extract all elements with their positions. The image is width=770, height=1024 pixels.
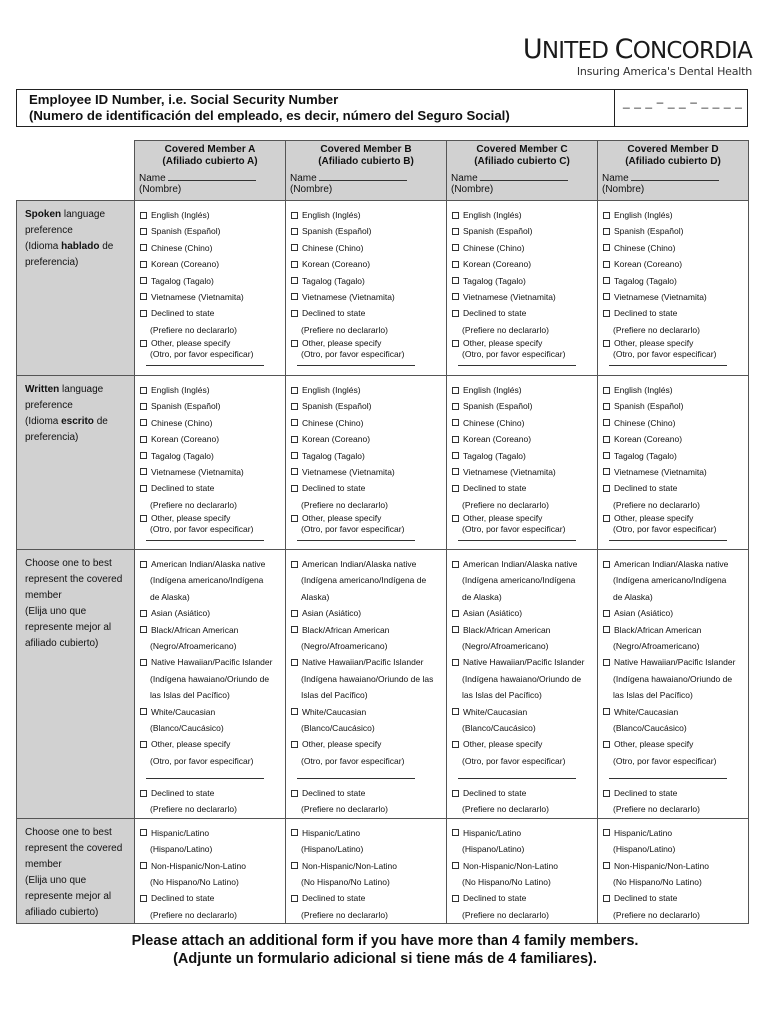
written-a-korean-checkbox[interactable]: Korean (Coreano) [140,431,285,447]
ethnicity-row [17,818,749,923]
race-c-other-checkbox[interactable]: Other, please specify [452,736,597,752]
spoken-c-english-checkbox[interactable]: English (Inglés) [452,207,597,223]
spoken-c-chinese-checkbox[interactable]: Chinese (Chino) [452,240,597,256]
spoken-b-tagalog-checkbox[interactable]: Tagalog (Tagalo) [291,273,446,289]
written-a-english-checkbox[interactable]: English (Inglés) [140,382,285,398]
written-b-other-checkbox[interactable]: Other, please specify [291,513,446,524]
race-label: Choose one to best represent the covered member (Elija uno que represente mejor al afiliado cubierto) [17,550,135,819]
spoken-language-row [17,201,749,376]
spoken-c-korean-checkbox[interactable]: Korean (Coreano) [452,256,597,272]
written-a-tagalog-checkbox[interactable]: Tagalog (Tagalo) [140,448,285,464]
united-concordia-logo [512,34,752,78]
race-d-hawaiian-checkbox[interactable]: Native Hawaiian/Pacific Islander [603,654,748,670]
ethnicity-c-hispanic-checkbox[interactable]: Hispanic/Latino [452,825,597,841]
spoken-d-vietnamese-checkbox[interactable]: Vietnamese (Vietnamita) [603,289,748,305]
spoken-c-other-field[interactable] [458,360,576,366]
spoken-a-declined-checkbox[interactable]: Declined to state [140,305,285,321]
spoken-b-spanish-checkbox[interactable]: Spanish (Español) [291,223,446,239]
race-c-black-checkbox[interactable]: Black/African American [452,622,597,638]
race-a-black-checkbox[interactable]: Black/African American [140,622,285,638]
ethnicity-a-non-hispanic-checkbox[interactable]: Non-Hispanic/Non-Latino [140,858,285,874]
spoken-c-vietnamese-checkbox[interactable]: Vietnamese (Vietnamita) [452,289,597,305]
ethnicity-a-hispanic-checkbox[interactable]: Hispanic/Latino [140,825,285,841]
written-b-vietnamese-checkbox[interactable]: Vietnamese (Vietnamita) [291,464,446,480]
member-c-name-field[interactable] [480,172,568,181]
member-b-header: Covered Member B (Afiliado cubierto B) Name (Nombre) [286,141,447,201]
ethnicity-d-hispanic-checkbox[interactable]: Hispanic/Latino [603,825,748,841]
race-c-other-field[interactable] [458,769,576,779]
ethnicity-d-non-hispanic-checkbox[interactable]: Non-Hispanic/Non-Latino [603,858,748,874]
spoken-b-other-field[interactable] [297,360,415,366]
spoken-b-other-checkbox[interactable]: Other, please specify [291,338,446,349]
race-c-american-indian-checkbox[interactable]: American Indian/Alaska native [452,556,597,572]
race-d-other-field[interactable] [609,769,727,779]
written-b-english-checkbox[interactable]: English (Inglés) [291,382,446,398]
race-a-other-checkbox[interactable]: Other, please specify [140,736,285,752]
written-c-vietnamese-checkbox[interactable]: Vietnamese (Vietnamita) [452,464,597,480]
written-d-korean-checkbox[interactable]: Korean (Coreano) [603,431,748,447]
written-c-other-checkbox[interactable]: Other, please specify [452,513,597,524]
race-c-declined-checkbox[interactable]: Declined to state [452,785,597,801]
spoken-d-spanish-checkbox[interactable]: Spanish (Español) [603,223,748,239]
written-member-d: English (Inglés) Spanish (Español) Chinese (Chino) Korean (Coreano) Tagalog (Tagalo) Vietnamese (Vietnamita) Declined to state (Prefiere no declararlo) Other, please specify (Otro, por favor especificar) [598,376,749,550]
written-a-chinese-checkbox[interactable]: Chinese (Chino) [140,415,285,431]
member-a-name-field[interactable] [168,172,256,181]
spoken-b-korean-checkbox[interactable]: Korean (Coreano) [291,256,446,272]
ethnicity-b-non-hispanic-checkbox[interactable]: Non-Hispanic/Non-Latino [291,858,446,874]
spoken-a-chinese-checkbox[interactable]: Chinese (Chino) [140,240,285,256]
written-c-chinese-checkbox[interactable]: Chinese (Chino) [452,415,597,431]
written-b-korean-checkbox[interactable]: Korean (Coreano) [291,431,446,447]
ethnicity-b-hispanic-checkbox[interactable]: Hispanic/Latino [291,825,446,841]
spoken-c-declined-checkbox[interactable]: Declined to state [452,305,597,321]
spoken-c-other-checkbox[interactable]: Other, please specify [452,338,597,349]
member-d-name-field[interactable] [631,172,719,181]
written-d-other-checkbox[interactable]: Other, please specify [603,513,748,524]
race-b-hawaiian-checkbox[interactable]: Native Hawaiian/Pacific Islander [291,654,446,670]
spoken-a-other-checkbox[interactable]: Other, please specify [140,338,285,349]
written-d-english-checkbox[interactable]: English (Inglés) [603,382,748,398]
race-member-c: American Indian/Alaska native (Indígena americano/Indígena de Alaska) Asian (Asiático) Black/African American (Negro/Afroamericano) Native Hawaiian/Pacific Islander (Indígena hawaiano/Oriundo de las Islas del Pacífico) White/Caucasian (Blanco/Caucásico) Other, please specify (Otro, por favor especificar) Declined to state (Prefiere no declararlo) [447,550,598,819]
employee-id-box [16,89,748,127]
written-member-c: English (Inglés) Spanish (Español) Chinese (Chino) Korean (Coreano) Tagalog (Tagalo) Vietnamese (Vietnamita) Declined to state (Prefiere no declararlo) Other, please specify (Otro, por favor especificar) [447,376,598,550]
race-a-asian-checkbox[interactable]: Asian (Asiático) [140,605,285,621]
logo-tagline: Insuring America's Dental Health [576,65,752,78]
race-a-declined-checkbox[interactable]: Declined to state [140,785,285,801]
spoken-a-korean-checkbox[interactable]: Korean (Coreano) [140,256,285,272]
spoken-d-english-checkbox[interactable]: English (Inglés) [603,207,748,223]
written-b-other-field[interactable] [297,535,415,541]
ethnicity-a-declined-checkbox[interactable]: Declined to state [140,890,285,906]
spoken-d-other-field[interactable] [609,360,727,366]
race-d-declined-checkbox[interactable]: Declined to state [603,785,748,801]
written-d-vietnamese-checkbox[interactable]: Vietnamese (Vietnamita) [603,464,748,480]
race-d-asian-checkbox[interactable]: Asian (Asiático) [603,605,748,621]
spoken-b-vietnamese-checkbox[interactable]: Vietnamese (Vietnamita) [291,289,446,305]
race-c-hawaiian-checkbox[interactable]: Native Hawaiian/Pacific Islander [452,654,597,670]
written-c-korean-checkbox[interactable]: Korean (Coreano) [452,431,597,447]
written-language-label: Written language preference (Idioma escrito de preferencia) [17,376,135,550]
spoken-d-declined-checkbox[interactable]: Declined to state [603,305,748,321]
written-d-other-field[interactable] [609,535,727,541]
spoken-c-spanish-checkbox[interactable]: Spanish (Español) [452,223,597,239]
written-a-other-checkbox[interactable]: Other, please specify [140,513,285,524]
race-d-other-checkbox[interactable]: Other, please specify [603,736,748,752]
written-d-spanish-checkbox[interactable]: Spanish (Español) [603,398,748,414]
race-b-american-indian-checkbox[interactable]: American Indian/Alaska native [291,556,446,572]
header-row [17,141,749,201]
spoken-member-a: English (Inglés) Spanish (Español) Chinese (Chino) Korean (Coreano) Tagalog (Tagalo) Vietnamese (Vietnamita) Declined to state (Prefiere no declararlo) Other, please specify (Otro, por favor especificar) [135,201,286,376]
written-c-spanish-checkbox[interactable]: Spanish (Español) [452,398,597,414]
written-b-declined-checkbox[interactable]: Declined to state [291,480,446,496]
spoken-c-tagalog-checkbox[interactable]: Tagalog (Tagalo) [452,273,597,289]
spoken-a-tagalog-checkbox[interactable]: Tagalog (Tagalo) [140,273,285,289]
race-b-declined-checkbox[interactable]: Declined to state [291,785,446,801]
written-b-spanish-checkbox[interactable]: Spanish (Español) [291,398,446,414]
logo-wordmark: UNITED CONCORDIA [522,34,752,65]
race-member-a: American Indian/Alaska native (Indígena americano/Indígena de Alaska) Asian (Asiático) Black/African American (Negro/Afroamericano) Native Hawaiian/Pacific Islander (Indígena hawaiano/Oriundo de las Islas del Pacífico) White/Caucasian (Blanco/Caucásico) Other, please specify (Otro, por favor especificar) Declined to state (Prefiere no declararlo) [135,550,286,819]
written-d-tagalog-checkbox[interactable]: Tagalog (Tagalo) [603,448,748,464]
ethnicity-label: Choose one to best represent the covered member (Elija uno que represente mejor al afiliado cubierto) [17,818,135,923]
written-d-declined-checkbox[interactable]: Declined to state [603,480,748,496]
spoken-member-c: English (Inglés) Spanish (Español) Chinese (Chino) Korean (Coreano) Tagalog (Tagalo) Vietnamese (Vietnamita) Declined to state (Prefiere no declararlo) Other, please specify (Otro, por favor especificar) [447,201,598,376]
spoken-b-chinese-checkbox[interactable]: Chinese (Chino) [291,240,446,256]
spoken-b-declined-checkbox[interactable]: Declined to state [291,305,446,321]
race-member-d: American Indian/Alaska native (Indígena americano/Indígena de Alaska) Asian (Asiático) Black/African American (Negro/Afroamericano) Native Hawaiian/Pacific Islander (Indígena hawaiano/Oriundo de las Islas del Pacífico) White/Caucasian (Blanco/Caucásico) Other, please specify (Otro, por favor especificar) Declined to state (Prefiere no declararlo) [598,550,749,819]
spoken-b-english-checkbox[interactable]: English (Inglés) [291,207,446,223]
written-c-declined-checkbox[interactable]: Declined to state [452,480,597,496]
race-row [17,550,749,819]
race-a-other-field[interactable] [146,769,264,779]
race-d-white-checkbox[interactable]: White/Caucasian [603,704,748,720]
spoken-a-vietnamese-checkbox[interactable]: Vietnamese (Vietnamita) [140,289,285,305]
ethnicity-c-declined-checkbox[interactable]: Declined to state [452,890,597,906]
member-c-header: Covered Member C (Afiliado cubierto C) Name (Nombre) [447,141,598,201]
spoken-a-english-checkbox[interactable]: English (Inglés) [140,207,285,223]
spoken-a-other-field[interactable] [146,360,264,366]
written-member-b: English (Inglés) Spanish (Español) Chinese (Chino) Korean (Coreano) Tagalog (Tagalo) Vietnamese (Vietnamita) Declined to state (Prefiere no declararlo) Other, please specify (Otro, por favor especificar) [286,376,447,550]
written-c-other-field[interactable] [458,535,576,541]
member-a-header: Covered Member A (Afiliado cubierto A) Name (Nombre) [135,141,286,201]
ethnicity-b-declined-checkbox[interactable]: Declined to state [291,890,446,906]
written-member-a: English (Inglés) Spanish (Español) Chinese (Chino) Korean (Coreano) Tagalog (Tagalo) Vietnamese (Vietnamita) Declined to state (Prefiere no declararlo) Other, please specify (Otro, por favor especificar) [135,376,286,550]
spoken-a-spanish-checkbox[interactable]: Spanish (Español) [140,223,285,239]
employee-id-field[interactable]: _ _ _ – _ _ – _ _ _ _ [614,90,747,126]
employee-id-label: Employee ID Number, i.e. Social Security Number (Numero de identificación del empleado, es decir, número del Seguro Social) [29,92,510,123]
race-a-hawaiian-checkbox[interactable]: Native Hawaiian/Pacific Islander [140,654,285,670]
race-b-asian-checkbox[interactable]: Asian (Asiático) [291,605,446,621]
member-demographics-table [16,140,749,924]
written-c-english-checkbox[interactable]: English (Inglés) [452,382,597,398]
ethnicity-c-non-hispanic-checkbox[interactable]: Non-Hispanic/Non-Latino [452,858,597,874]
written-a-vietnamese-checkbox[interactable]: Vietnamese (Vietnamita) [140,464,285,480]
spoken-d-korean-checkbox[interactable]: Korean (Coreano) [603,256,748,272]
spoken-d-tagalog-checkbox[interactable]: Tagalog (Tagalo) [603,273,748,289]
race-c-asian-checkbox[interactable]: Asian (Asiático) [452,605,597,621]
race-b-other-checkbox[interactable]: Other, please specify [291,736,446,752]
race-b-black-checkbox[interactable]: Black/African American [291,622,446,638]
written-language-row [17,376,749,550]
written-c-tagalog-checkbox[interactable]: Tagalog (Tagalo) [452,448,597,464]
race-a-american-indian-checkbox[interactable]: American Indian/Alaska native [140,556,285,572]
ethnicity-member-d: Hispanic/Latino (Hispano/Latino) Non-Hispanic/Non-Latino (No Hispano/No Latino) Declined to state (Prefiere no declararlo) [598,818,749,923]
race-b-white-checkbox[interactable]: White/Caucasian [291,704,446,720]
race-b-other-field[interactable] [297,769,415,779]
ethnicity-member-b: Hispanic/Latino (Hispano/Latino) Non-Hispanic/Non-Latino (No Hispano/No Latino) Declined to state (Prefiere no declararlo) [286,818,447,923]
ethnicity-d-declined-checkbox[interactable]: Declined to state [603,890,748,906]
race-c-white-checkbox[interactable]: White/Caucasian [452,704,597,720]
ethnicity-member-a: Hispanic/Latino (Hispano/Latino) Non-Hispanic/Non-Latino (No Hispano/No Latino) Declined to state (Prefiere no declararlo) [135,818,286,923]
spoken-d-other-checkbox[interactable]: Other, please specify [603,338,748,349]
race-d-american-indian-checkbox[interactable]: American Indian/Alaska native [603,556,748,572]
written-a-declined-checkbox[interactable]: Declined to state [140,480,285,496]
race-a-white-checkbox[interactable]: White/Caucasian [140,704,285,720]
spoken-language-label: Spoken language preference (Idioma hablado de preferencia) [17,201,135,376]
spoken-d-chinese-checkbox[interactable]: Chinese (Chino) [603,240,748,256]
written-b-chinese-checkbox[interactable]: Chinese (Chino) [291,415,446,431]
attach-additional-form-note: Please attach an additional form if you have more than 4 family members. (Adjunte un formulario adicional si tiene más de 4 familiares). [131,933,639,967]
member-d-header: Covered Member D (Afiliado cubierto D) Name (Nombre) [598,141,749,201]
written-a-spanish-checkbox[interactable]: Spanish (Español) [140,398,285,414]
written-a-other-field[interactable] [146,535,264,541]
ethnicity-member-c: Hispanic/Latino (Hispano/Latino) Non-Hispanic/Non-Latino (No Hispano/No Latino) Declined to state (Prefiere no declararlo) [447,818,598,923]
race-d-black-checkbox[interactable]: Black/African American [603,622,748,638]
written-b-tagalog-checkbox[interactable]: Tagalog (Tagalo) [291,448,446,464]
spoken-member-d: English (Inglés) Spanish (Español) Chinese (Chino) Korean (Coreano) Tagalog (Tagalo) Vietnamese (Vietnamita) Declined to state (Prefiere no declararlo) Other, please specify (Otro, por favor especificar) [598,201,749,376]
race-member-b: American Indian/Alaska native (Indígena americano/Indígena de Alaska) Asian (Asiático) Black/African American (Negro/Afroamericano) Native Hawaiian/Pacific Islander (Indígena hawaiano/Oriundo de las Islas del Pacífico) White/Caucasian (Blanco/Caucásico) Other, please specify (Otro, por favor especificar) Declined to state (Prefiere no declararlo) [286,550,447,819]
member-b-name-field[interactable] [319,172,407,181]
written-d-chinese-checkbox[interactable]: Chinese (Chino) [603,415,748,431]
spoken-member-b: English (Inglés) Spanish (Español) Chinese (Chino) Korean (Coreano) Tagalog (Tagalo) Vietnamese (Vietnamita) Declined to state (Prefiere no declararlo) Other, please specify (Otro, por favor especificar) [286,201,447,376]
